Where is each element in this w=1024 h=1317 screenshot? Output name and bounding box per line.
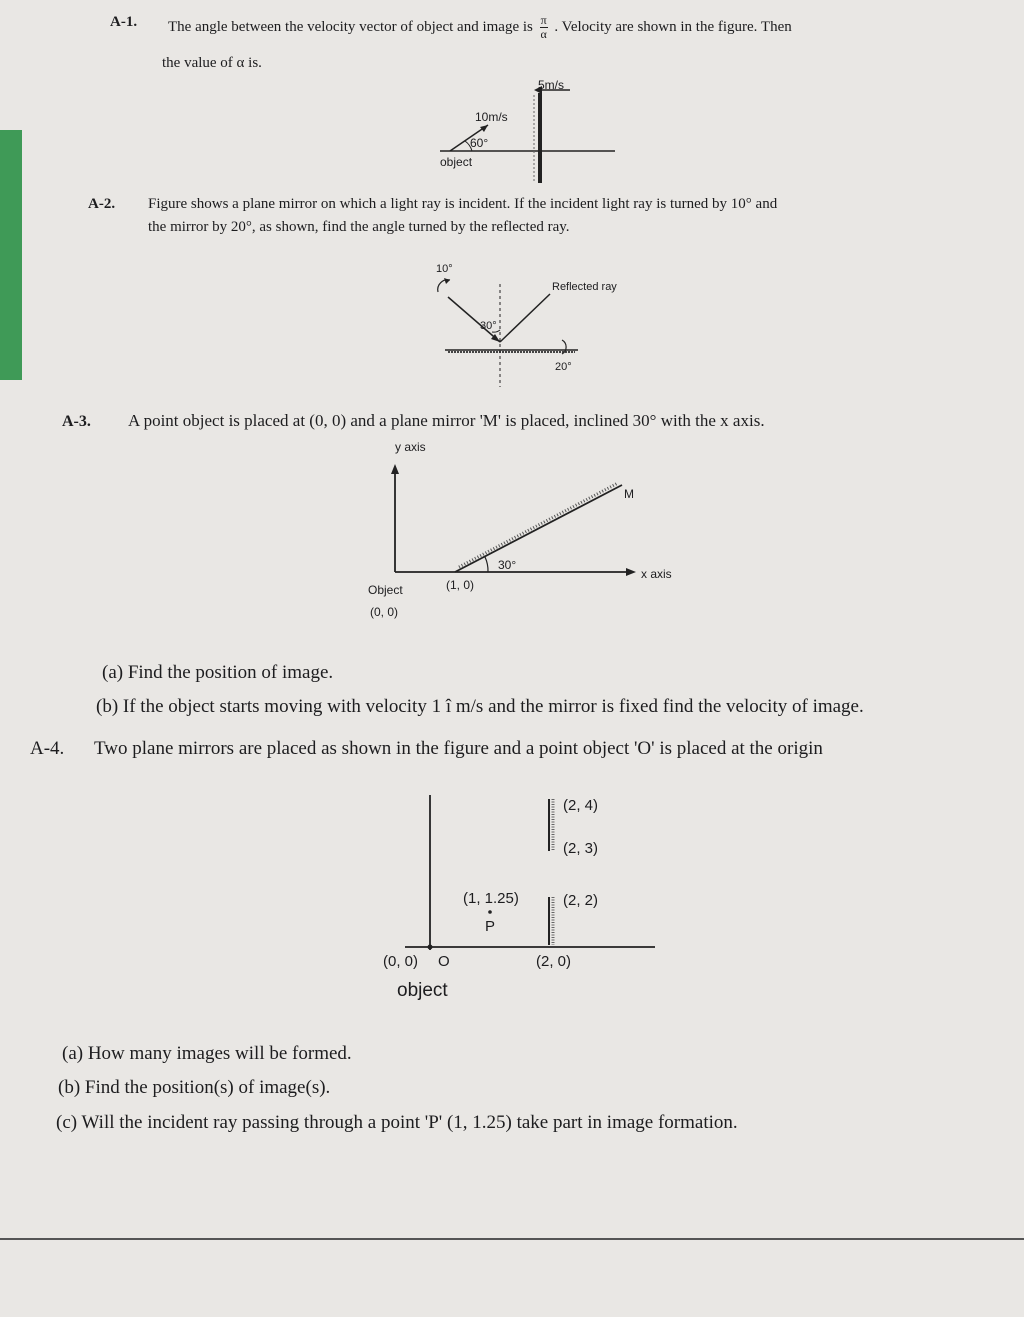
q2-incident-turn-label: 10° — [436, 263, 453, 275]
bottom-rule — [0, 1238, 1024, 1240]
q4-point-p-coords: (1, 1.25) — [463, 890, 519, 907]
q2-text-line2: the mirror by 20°, as shown, find the angle turned by the reflected ray. — [148, 219, 570, 235]
q4-part-a: (a) How many images will be formed. — [62, 1043, 352, 1064]
q1-text-line2: the value of α is. — [162, 55, 262, 71]
q4-text: Two plane mirrors are placed as shown in the figure and a point object 'O' is placed at the origin — [94, 738, 823, 759]
q4-point-20: (2, 0) — [536, 953, 572, 970]
q4-part-b: (b) Find the position(s) of image(s). — [58, 1077, 331, 1098]
q4-origin-coords: (0, 0) — [383, 953, 419, 970]
q4-point-24: (2, 4) — [563, 797, 599, 814]
q2-reflected-ray-label: Reflected ray — [552, 281, 617, 293]
q3-text: A point object is placed at (0, 0) and a plane mirror 'M' is placed, inclined 30° with the x axis. — [128, 411, 765, 430]
q2-number: A-2. — [88, 196, 116, 212]
q4-point-23: (2, 3) — [563, 840, 599, 857]
q4-object-label: object — [397, 980, 448, 1001]
q3-y-axis-label: y axis — [395, 440, 426, 454]
q4-origin-label: O — [438, 953, 450, 970]
q3-object-label: Object — [368, 583, 403, 597]
q1-object-label: object — [440, 155, 473, 169]
q2-text-line1: Figure shows a plane mirror on which a light ray is incident. If the incident light ray is turned by 10° and — [148, 196, 778, 212]
q3-point-label: (1, 0) — [446, 578, 475, 592]
q4-figure — [400, 785, 670, 960]
q3-mirror-label: M — [624, 487, 634, 501]
q3-x-axis-label: x axis — [641, 567, 672, 581]
q1-text-line1 — [168, 14, 792, 41]
q4-number: A-4. — [30, 738, 65, 759]
q1-v-image-label: 5m/s — [538, 78, 565, 92]
q1-angle-label: 60° — [470, 136, 489, 150]
q1-frac-den: α — [540, 27, 547, 41]
q2-angle-label: 30° — [480, 320, 497, 332]
q4-point-22: (2, 2) — [563, 892, 599, 909]
q3-origin-label: (0, 0) — [370, 605, 399, 619]
q2-mirror-turn-label: 20° — [555, 361, 572, 373]
q3-number: A-3. — [62, 413, 91, 430]
q1-text-b: . Velocity are shown in the figure. Then — [554, 18, 792, 35]
q1-text-a: The angle between the velocity vector of object and image is — [168, 18, 533, 35]
q1-frac-num: π — [540, 13, 547, 27]
q1-number: A-1. — [110, 14, 138, 30]
q3-part-b: (b) If the object starts moving with velocity 1 î m/s and the mirror is fixed find the velocity of image. — [96, 696, 864, 717]
q3-angle-label: 30° — [498, 558, 517, 572]
green-margin-strip — [0, 130, 22, 380]
q1-fraction — [540, 14, 548, 41]
q1-figure — [430, 75, 630, 190]
q4-point-p-label: P — [485, 918, 496, 935]
q4-part-c: (c) Will the incident ray passing through a point 'P' (1, 1.25) take part in image formation. — [56, 1112, 738, 1133]
q3-part-a: (a) Find the position of image. — [102, 662, 334, 683]
q1-v-object-label: 10m/s — [475, 110, 508, 124]
